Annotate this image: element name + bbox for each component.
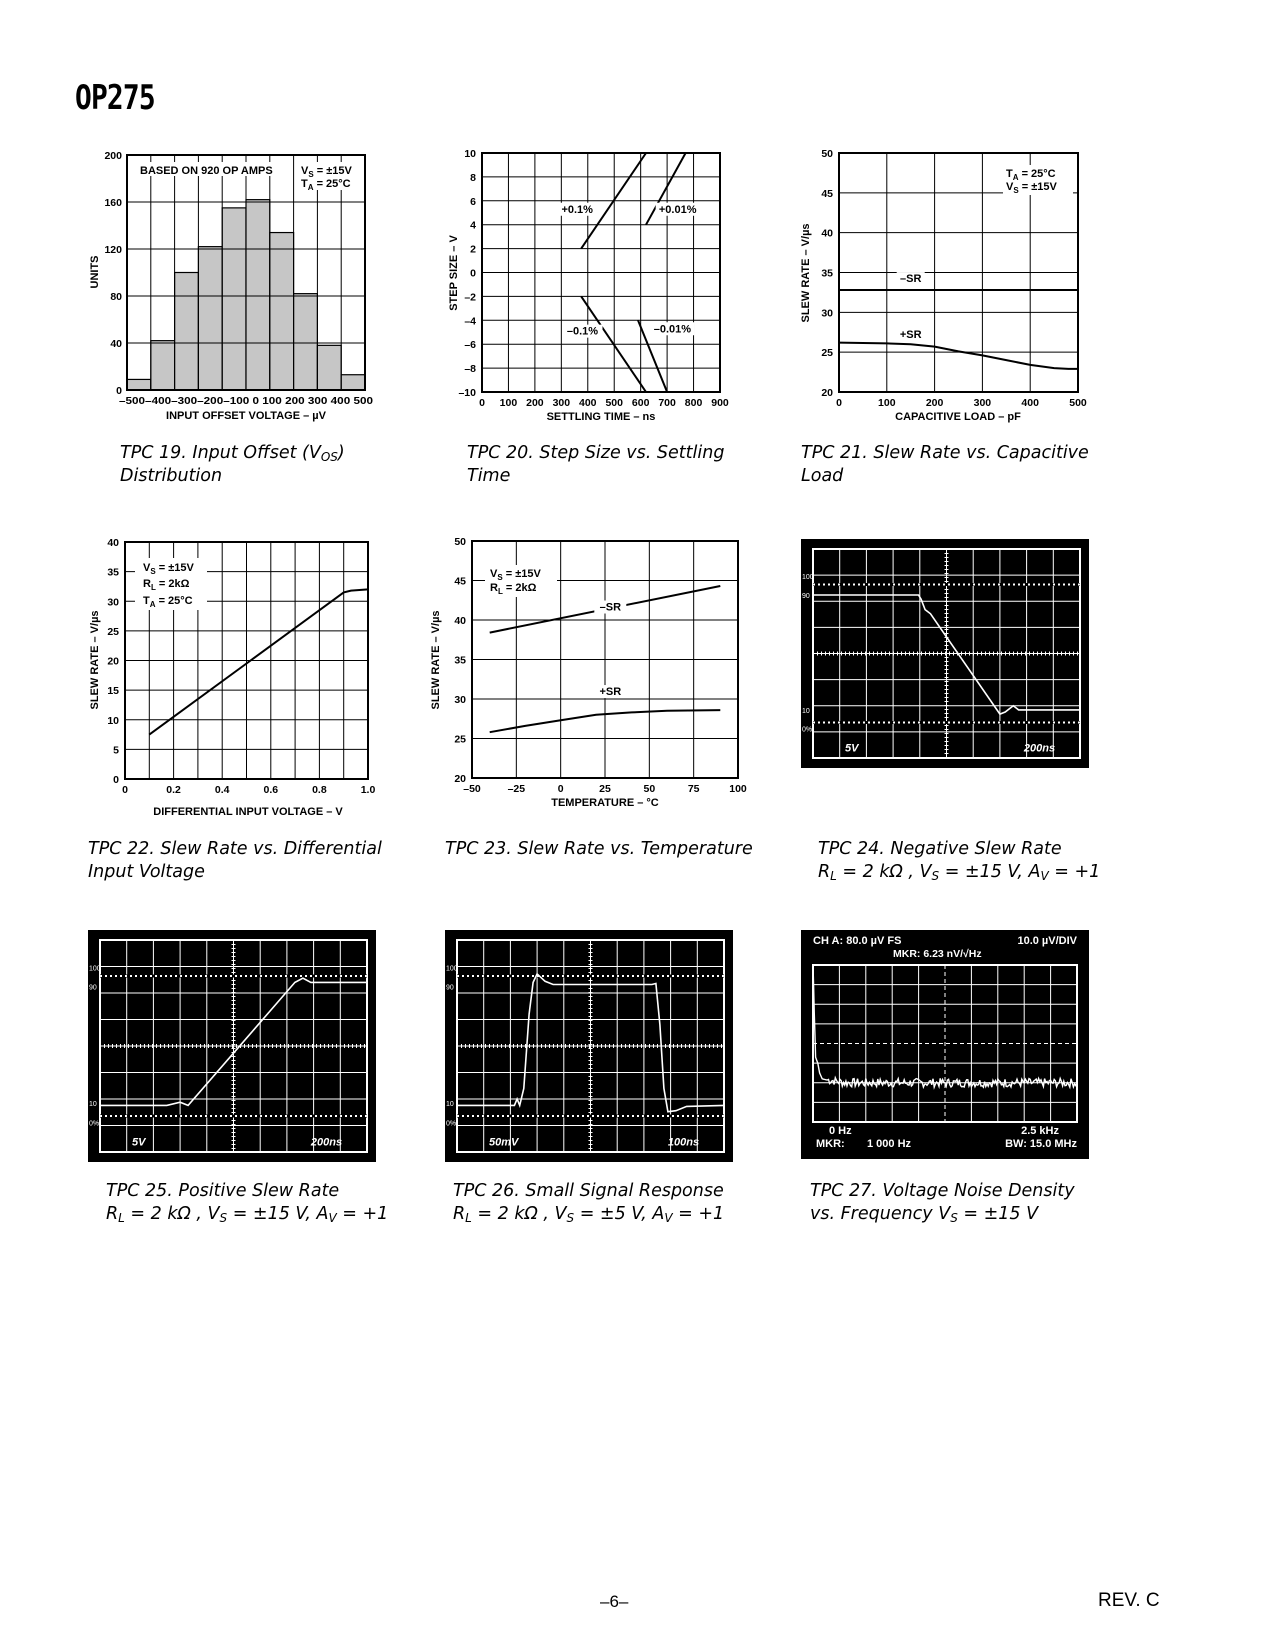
tpc19-ytick-label: 80 [110,291,122,303]
tpc20-xtick-label: 200 [526,397,544,409]
tpc20-xtick-label: 700 [658,397,676,409]
caption-tpc19: TPC 19. Input Offset $(V_{OS})$ Distribution [120,443,345,486]
tpc19-annotation-ta: $T_A = 25^\circ C$ [301,178,351,192]
tpc22-xtick-label: 0.8 [312,784,327,796]
tpc22-ytick-label: 0 [113,774,119,786]
tpc22-annotation-vs: $V_S = \pm 15V$ [143,562,194,576]
tpc19-ytick-label: 200 [104,150,122,162]
tpc20-ytick-label: –6 [464,339,476,352]
tpc23-xtick-label: 50 [643,783,656,795]
tpc27-footer-stop: 2.5 kHz [1021,1125,1059,1137]
tpc20-xtick-label: 900 [711,397,729,409]
tpc24-marker-label: 100 [802,574,814,582]
caption-tpc21: TPC 21. Slew Rate vs. Capacitive Load [801,443,1089,486]
tpc24-marker-label: 10 [802,707,810,715]
tpc22-xtick-label: 0.4 [214,784,230,796]
tpc19-bar [198,247,222,390]
tpc26-marker-label: 0% [446,1120,457,1128]
tpc19-xtick-labels: –500–400–300–200–100 0 100 200 300 400 500 [119,395,374,407]
tpc19-ytick-label: 40 [110,338,122,350]
tpc20-series-label: +0.01% [658,203,697,216]
tpc20-xlabel: SETTLING TIME – ns [546,411,656,423]
tpc23-ytick-label: 45 [454,575,466,588]
tpc26-vscale-label: 50mV [489,1136,519,1149]
tpc26-marker-label: 10 [446,1101,454,1109]
tpc19-bar [294,294,318,390]
chart-tpc23-slew-temperature [425,530,755,815]
tpc24-marker-label: 90 [802,592,810,600]
tpc23-xtick-label: 0 [557,783,564,795]
tpc20-ytick-label: –2 [464,291,476,304]
tpc20-series-label: +0.1% [561,203,593,216]
tpc20-xtick-label: 0 [479,397,485,409]
tpc22-xtick-label: 0 [122,784,128,796]
tpc20-xtick-label: 800 [684,397,703,409]
caption-tpc27: TPC 27. Voltage Noise Density vs. Frequency $V_S = \pm 15$ V [810,1181,1075,1225]
tpc27-header-ch: CH A: 80.0 µV FS [813,935,902,947]
tpc24-tscale-label: 200ns [1023,742,1056,755]
tpc25-tscale-label: 200ns [310,1136,343,1149]
tpc20-xtick-label: 100 [499,397,518,409]
tpc21-ylabel: SLEW RATE – V/µs [800,223,812,323]
tpc25-marker-label: 10 [89,1101,97,1109]
tpc20-ytick-label: 2 [470,243,476,256]
tpc22-ylabel: SLEW RATE – V/µs [89,610,101,710]
tpc20-xtick-label: 600 [631,397,650,409]
chart-tpc25-positive-slew-scope [88,930,376,1162]
tpc22-ytick-label: 30 [107,596,119,609]
tpc20-ytick-label: –10 [458,387,476,399]
tpc21-xtick-label: 100 [878,397,896,409]
tpc21-ytick-label: 20 [821,387,833,399]
chart-tpc21-slew-capload [795,140,1105,430]
tpc24-marker-label: 0% [802,726,813,734]
tpc25-marker-label: 0% [89,1120,100,1128]
tpc22-xlabel: DIFFERENTIAL INPUT VOLTAGE – V [153,806,343,818]
tpc20-ytick-label: 0 [470,267,476,280]
tpc27-footer-mkr-freq: 1 000 Hz [867,1138,912,1150]
page-header-part-number: OP275 [75,78,155,118]
revision: REV. C [1098,1590,1160,1611]
tpc25-vscale-label: 5V [132,1136,146,1149]
tpc21-ytick-label: 50 [821,148,833,160]
tpc21-ytick-label: 35 [821,267,833,280]
tpc19-ytick-label: 120 [104,244,122,256]
tpc21-series-line [839,343,1078,369]
caption-tpc25: TPC 25. Positive Slew Rate $R_L = 2$ kΩ , $V_S = \pm 15$ V, $A_V = +1$ [106,1181,389,1225]
tpc20-ytick-label: 10 [464,148,476,160]
tpc23-ylabel: SLEW RATE – V/µs [430,610,442,710]
tpc22-ytick-label: 35 [107,566,119,579]
caption-tpc22: TPC 22. Slew Rate vs. Differential Input Voltage [88,839,382,882]
caption-tpc26: TPC 26. Small Signal Response $R_L = 2$ kΩ , $V_S = \pm 5$ V, $A_V = +1$ [453,1181,725,1225]
tpc21-xtick-label: 400 [1021,397,1039,409]
tpc21-series-label: +SR [899,328,922,341]
tpc21-ytick-label: 30 [821,307,833,320]
tpc23-xtick-label: 25 [599,783,611,795]
tpc21-ytick-label: 25 [821,347,833,360]
tpc22-ytick-label: 10 [107,714,119,727]
tpc23-annotation-vs: $V_S = \pm 15V$ [490,568,541,582]
tpc20-ytick-label: –8 [464,363,476,376]
tpc19-xlabel: INPUT OFFSET VOLTAGE – µV [166,410,326,422]
tpc23-ytick-label: 40 [454,615,466,627]
tpc19-bar [317,345,341,390]
chart-tpc22-slew-diffinput [80,530,390,825]
tpc23-xtick-label: –25 [507,783,526,795]
tpc23-ytick-label: 25 [454,733,466,746]
tpc22-ytick-label: 40 [107,537,119,549]
tpc20-xtick-label: 500 [605,397,623,409]
tpc23-ytick-label: 35 [454,654,466,667]
tpc21-xtick-label: 0 [836,397,842,409]
tpc20-xtick-label: 400 [579,397,597,409]
caption-tpc20: TPC 20. Step Size vs. Settling Time [467,443,725,486]
tpc21-xlabel: CAPACITIVE LOAD – pF [895,411,1021,423]
tpc22-xtick-label: 0.2 [166,784,181,796]
caption-tpc24: TPC 24. Negative Slew Rate $R_L = 2$ kΩ , $V_S = \pm 15$ V, $A_V = +1$ [818,839,1101,883]
tpc23-ytick-label: 30 [454,694,466,706]
tpc19-bar [127,379,151,390]
tpc22-annotation-rl: $R_L = 2k\Omega$ [143,578,190,592]
tpc20-ylabel: STEP SIZE – V [448,235,460,311]
tpc23-xtick-label: –50 [463,783,481,795]
tpc24-vscale-label: 5V [845,742,859,755]
tpc23-xtick-label: 75 [687,783,700,795]
tpc19-bar [151,341,175,390]
tpc20-ytick-label: –4 [464,315,476,328]
caption-tpc23: TPC 23. Slew Rate vs. Temperature [445,839,753,859]
tpc23-series-label: –SR [599,601,622,614]
tpc19-bar [270,233,294,390]
tpc19-annotation-sample: BASED ON 920 OP AMPS [140,165,273,177]
page-number: –6– [600,1592,629,1611]
tpc21-ytick-label: 40 [821,227,833,240]
tpc26-marker-label: 100 [446,965,458,973]
chart-tpc27-noise-spectrum [801,930,1089,1159]
tpc20-ytick-label: 4 [470,219,476,232]
tpc21-annotation-ta: $T_A = 25^\circ C$ [1006,168,1056,182]
tpc21-annotation-vs: $V_S = \pm 15V$ [1006,181,1057,195]
tpc23-xlabel: TEMPERATURE – °C [551,797,659,809]
tpc22-series-line [149,589,368,734]
tpc21-xtick-label: 300 [973,397,992,409]
chart-tpc20-step-settling [440,140,750,430]
tpc22-xtick-label: 0.6 [263,784,279,796]
tpc27-footer-bw: BW: 15.0 MHz [1005,1138,1077,1150]
tpc22-ytick-label: 5 [113,744,119,757]
tpc19-bar [222,208,246,390]
tpc27-footer-mkr: MKR: [816,1138,845,1150]
tpc23-ytick-label: 50 [454,536,466,548]
tpc19-annotation-vs: $V_S = \pm 15V$ [301,165,352,179]
tpc27-footer-start: 0 Hz [829,1125,852,1137]
tpc20-xtick-label: 300 [552,397,571,409]
tpc27-header-marker: MKR: 6.23 nV/√Hz [893,948,982,960]
chart-tpc26-small-signal-scope [445,930,733,1162]
chart-tpc19-offset-histogram [70,140,390,430]
tpc20-ytick-label: 8 [470,171,476,184]
tpc22-annotation-ta: $T_A = 25^\circ C$ [143,595,193,609]
tpc21-ytick-label: 45 [821,187,833,200]
tpc23-ytick-label: 20 [454,773,466,785]
tpc22-ytick-label: 15 [107,685,119,698]
tpc22-ytick-label: 20 [107,655,119,668]
tpc19-ytick-label: 0 [116,385,122,397]
tpc25-marker-label: 100 [89,965,101,973]
tpc23-xtick-label: 100 [729,783,747,795]
tpc19-bar [175,273,199,391]
tpc23-annotation-rl: $R_L = 2k\Omega$ [490,582,537,596]
tpc20-ytick-label: 6 [470,195,476,208]
tpc22-ytick-label: 25 [107,625,119,638]
tpc27-header-scale: 10.0 µV/DIV [1017,935,1077,947]
tpc21-xtick-label: 200 [925,397,944,409]
tpc19-ylabel: UNITS [89,255,101,289]
tpc21-xtick-label: 500 [1069,397,1087,409]
tpc20-series-label: –0.01% [653,323,692,336]
tpc26-tscale-label: 100ns [667,1136,700,1149]
tpc19-ytick-label: 160 [104,197,122,209]
tpc19-bar [246,200,270,390]
tpc23-series-label: +SR [599,686,622,699]
tpc21-series-label: –SR [899,273,922,286]
tpc20-series-label: –0.1% [566,325,599,338]
tpc22-xtick-label: 1.0 [360,784,376,796]
tpc26-marker-label: 90 [446,984,454,992]
chart-tpc24-negative-slew-scope [801,539,1089,768]
tpc19-bar [341,375,365,390]
tpc25-marker-label: 90 [89,984,97,992]
